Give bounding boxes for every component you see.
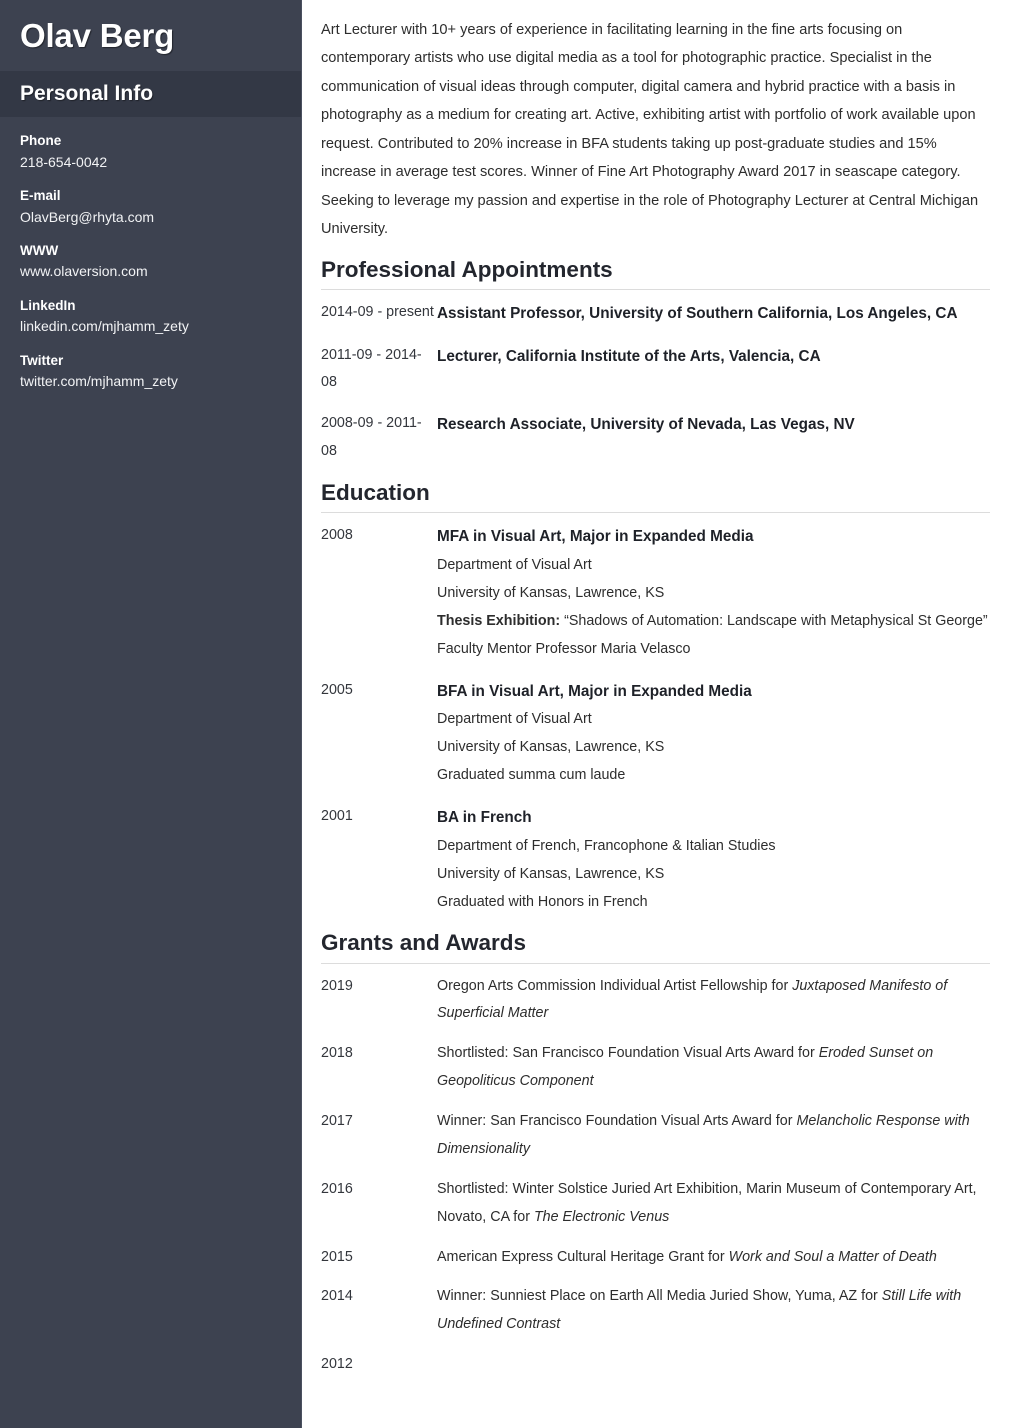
entry-row bbox=[321, 1176, 990, 1232]
professional-summary: Art Lecturer with 10+ years of experience in facilitating learning in the fine arts focusing on contemporary artists who use digital media as a tool for photographic practice. Specialist in the communication of visual ideas through computer, digital camera and hybrid practice with a basis in photography as a medium for creating art. Active, exhibiting artist with portfolio of work available upon request. Contributed to 20% increase in BFA students taking up post-graduate studies and 15% increase in average test scores. Winner of Fine Art Photography Award 2017 in seascape category. Seeking to leverage my passion and expertise in the role of Photography Lecturer at Central Michigan University. bbox=[321, 22, 979, 238]
entry-row bbox=[321, 299, 990, 329]
section-heading: Professional Appointments bbox=[321, 256, 613, 282]
entry-date: 2001 bbox=[321, 807, 353, 824]
section-divider bbox=[321, 963, 990, 964]
entry-row bbox=[321, 1040, 990, 1096]
contact-value[interactable]: twitter.com/mjhamm_zety bbox=[20, 373, 178, 390]
award-description: Winner: San Francisco Foundation Visual Arts Award for bbox=[437, 1113, 797, 1130]
entry-date: 2015 bbox=[321, 1248, 353, 1265]
entry-date: 2005 bbox=[321, 681, 353, 698]
award-text bbox=[437, 1176, 990, 1232]
artwork-title: The Electronic Venus bbox=[533, 1208, 670, 1225]
entry-row bbox=[321, 677, 990, 790]
entry-row bbox=[321, 1244, 990, 1272]
name-band bbox=[0, 0, 301, 71]
page-title: Olav Berg bbox=[20, 17, 175, 54]
entry-detail-line: Department of Visual Art bbox=[437, 711, 592, 728]
main-content bbox=[302, 0, 1010, 1428]
entry-detail-line: Graduated summa cum laude bbox=[437, 767, 626, 784]
award-text bbox=[437, 1040, 990, 1096]
entry-body bbox=[437, 522, 990, 663]
section-heading: Grants and Awards bbox=[321, 930, 527, 956]
sections-container bbox=[321, 256, 990, 1379]
contact-item bbox=[20, 241, 281, 282]
award-description: Winner: Sunniest Place on Earth All Media Juried Show, Yuma, AZ for bbox=[437, 1288, 882, 1305]
contact-value[interactable]: OlavBerg@rhyta.com bbox=[20, 208, 155, 225]
entry-date: 2011-09 - 2014-08 bbox=[321, 346, 422, 391]
entry-detail-line: Department of Visual Art bbox=[437, 557, 592, 574]
contact-label: WWW bbox=[20, 242, 59, 258]
artwork-title: Work and Soul a Matter of Death bbox=[728, 1248, 937, 1265]
entry-row bbox=[321, 803, 990, 916]
award-text bbox=[437, 973, 990, 1029]
contact-label: E-mail bbox=[20, 188, 61, 203]
entry-date: 2014 bbox=[321, 1288, 353, 1305]
entry-body bbox=[437, 410, 990, 440]
contact-label: Phone bbox=[20, 133, 62, 149]
award-description: Shortlisted: San Francisco Foundation Visual Arts Award for bbox=[437, 1045, 819, 1062]
entry-body bbox=[437, 1283, 990, 1339]
entry-row bbox=[321, 973, 990, 1029]
section-divider bbox=[321, 512, 990, 513]
contact-value[interactable]: 218-654-0042 bbox=[20, 153, 108, 170]
personal-info-title: Personal Info bbox=[20, 81, 154, 105]
personal-info-header bbox=[0, 71, 301, 117]
award-text bbox=[437, 1244, 990, 1272]
contact-item bbox=[20, 351, 281, 392]
entry-title: BFA in Visual Art, Major in Expanded Media bbox=[437, 682, 752, 700]
award-description: Oregon Arts Commission Individual Artist Fellowship for bbox=[437, 977, 793, 994]
award-text bbox=[437, 1108, 990, 1164]
artwork-title: Still Life with Undefined Contrast bbox=[437, 1288, 962, 1333]
entry-date: 2008 bbox=[321, 527, 353, 544]
contact-value[interactable]: linkedin.com/mjhamm_zety bbox=[20, 318, 189, 335]
entry-date: 2016 bbox=[321, 1180, 353, 1197]
personal-info-list bbox=[0, 117, 301, 405]
entry-detail-line bbox=[437, 608, 990, 636]
entry-row bbox=[321, 522, 990, 663]
entry-date: 2008-09 - 2011-08 bbox=[321, 415, 422, 460]
contact-label: Twitter bbox=[20, 352, 64, 368]
contact-label: LinkedIn bbox=[20, 297, 76, 313]
contact-item bbox=[20, 186, 281, 227]
entry-detail-line: University of Kansas, Lawrence, KS bbox=[437, 865, 665, 882]
award-description: Shortlisted: Winter Solstice Juried Art Exhibition, Marin Museum of Contemporary Art, Novato, CA for bbox=[437, 1180, 977, 1225]
entry-row bbox=[321, 410, 990, 466]
contact-value[interactable]: www.olaversion.com bbox=[20, 263, 148, 280]
section-heading: Education bbox=[321, 480, 430, 506]
section bbox=[321, 479, 990, 916]
entry-title: Assistant Professor, University of Southern California, Los Angeles, CA bbox=[437, 304, 958, 322]
entry-detail-line: Faculty Mentor Professor Maria Velasco bbox=[437, 640, 691, 657]
award-description: American Express Cultural Heritage Grant for bbox=[437, 1248, 729, 1265]
entry-title: BA in French bbox=[437, 808, 532, 826]
entry-date: 2012 bbox=[321, 1356, 353, 1373]
award-text bbox=[437, 1283, 990, 1339]
entry-row bbox=[321, 1108, 990, 1164]
entry-title: Lecturer, California Institute of the Arts, Valencia, CA bbox=[437, 347, 821, 365]
entry-row bbox=[321, 1351, 990, 1379]
entry-row bbox=[321, 1283, 990, 1339]
entry-title: Research Associate, University of Nevada, Las Vegas, NV bbox=[437, 416, 855, 434]
section bbox=[321, 256, 990, 466]
entry-body bbox=[437, 342, 990, 372]
entry-detail-line: University of Kansas, Lawrence, KS bbox=[437, 584, 665, 601]
artwork-title: Juxtaposed Manifesto of Superficial Matter bbox=[437, 977, 948, 1022]
entry-body bbox=[437, 1176, 990, 1232]
entry-detail-line: University of Kansas, Lawrence, KS bbox=[437, 739, 665, 756]
entry-title: MFA in Visual Art, Major in Expanded Media bbox=[437, 528, 754, 546]
entry-row bbox=[321, 342, 990, 398]
entry-body bbox=[437, 803, 990, 916]
entry-body bbox=[437, 1244, 990, 1272]
entry-date: 2017 bbox=[321, 1113, 353, 1130]
entry-body bbox=[437, 1040, 990, 1096]
entry-date: 2018 bbox=[321, 1045, 353, 1062]
contact-item bbox=[20, 131, 281, 172]
artwork-title: Melancholic Response with Dimensionality bbox=[437, 1113, 970, 1157]
section bbox=[321, 929, 990, 1379]
entry-detail-line: Graduated with Honors in French bbox=[437, 893, 648, 910]
entry-body bbox=[437, 677, 990, 790]
entry-date: 2019 bbox=[321, 977, 353, 994]
entry-body bbox=[437, 1108, 990, 1164]
entry-detail-line: Department of French, Francophone & Italian Studies bbox=[437, 837, 776, 854]
entry-body bbox=[437, 973, 990, 1029]
detail-text: “Shadows of Automation: Landscape with Metaphysical St George” bbox=[560, 612, 988, 629]
contact-item bbox=[20, 296, 281, 337]
entry-date: 2014-09 - present bbox=[321, 303, 434, 320]
entry-body bbox=[437, 299, 990, 329]
sidebar bbox=[0, 0, 302, 1428]
detail-label: Thesis Exhibition: bbox=[437, 612, 561, 629]
section-divider bbox=[321, 289, 990, 290]
artwork-title: Eroded Sunset on Geopoliticus Component bbox=[437, 1045, 934, 1090]
